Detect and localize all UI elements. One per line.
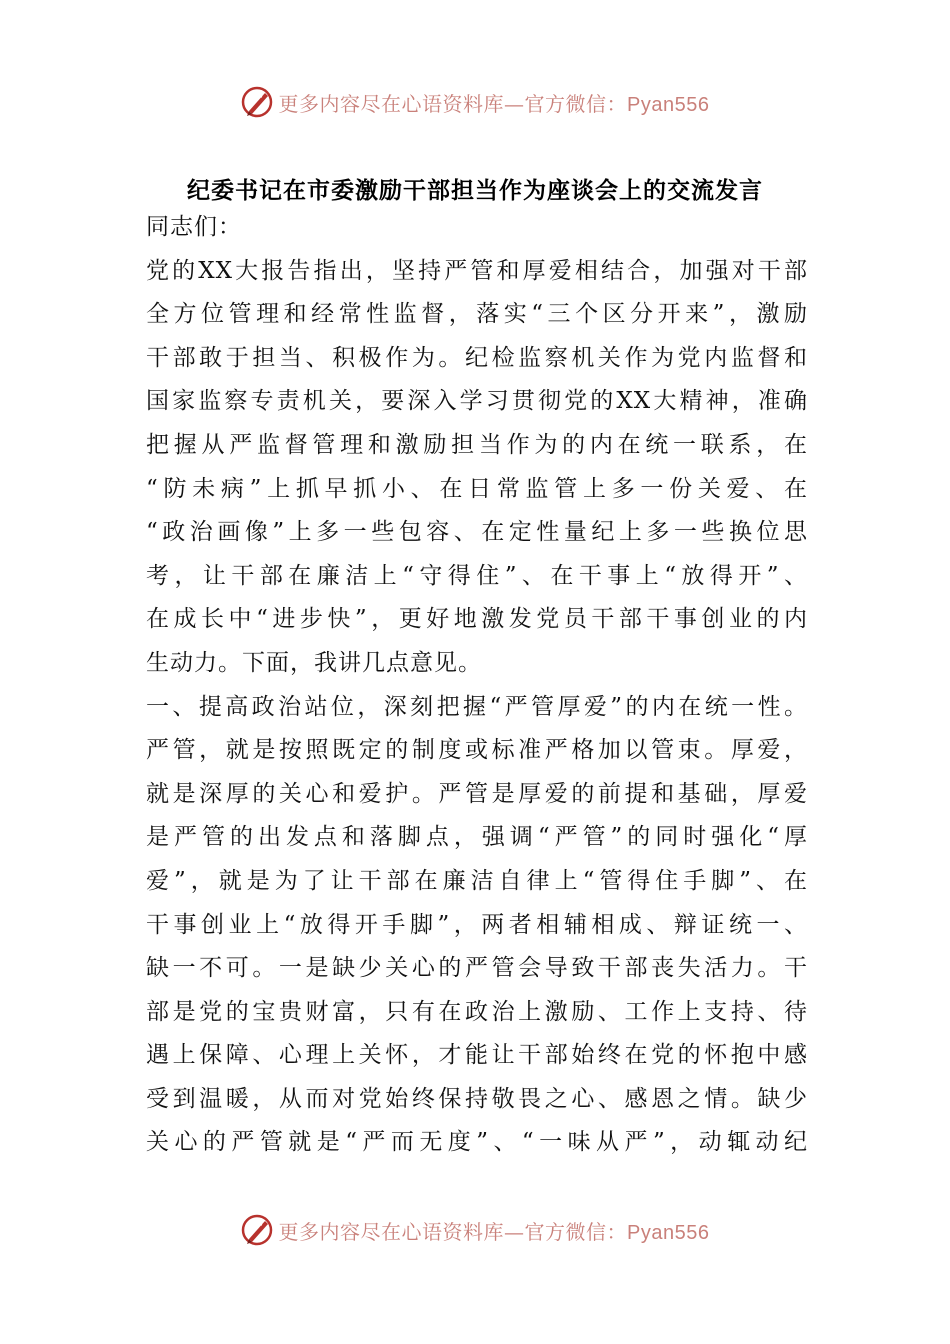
body-line: 爱”，就是为了让干部在廉洁自律上“管得住手脚”、在: [146, 867, 808, 894]
body-line: “防未病”上抓早抓小、在日常监管上多一份关爱、在: [146, 475, 808, 502]
body-line: 把握从严监督管理和激励担当作为的内在统一联系，在: [146, 431, 808, 458]
body-line: 干事创业上“放得开手脚”，两者相辅相成、辩证统一、: [146, 911, 808, 938]
document-title: 纪委书记在市委激励干部担当作为座谈会上的交流发言: [187, 178, 763, 204]
body-line: 受到温暖，从而对党始终保持敬畏之心、感恩之情。缺少: [146, 1085, 808, 1112]
body-line: 全方位管理和经常性监督，落实“三个区分开来”，激励: [146, 301, 808, 328]
pen-logo-icon: [241, 85, 275, 119]
body-line: 考，让干部在廉洁上“守得住”、在干事上“放得开”、: [146, 562, 808, 589]
body-line: 同志们：: [146, 214, 242, 240]
watermark-text: 更多内容尽在心语资料库—官方微信：Pyan556: [278, 91, 710, 116]
body-line: “政治画像”上多一些包容、在定性量纪上多一些换位思: [146, 519, 808, 546]
pen-logo-icon: [241, 1213, 275, 1247]
body-line: 党的XX大报告指出，坚持严管和厚爱相结合，加强对干部: [146, 257, 808, 284]
body-line: 干部敢于担当、积极作为。纪检监察机关作为党内监督和: [146, 344, 808, 371]
body-line: 严管，就是按照既定的制度或标准严格加以管束。厚爱，: [146, 737, 808, 764]
watermark-footer: [0, 1210, 950, 1250]
body-line: 一、提高政治站位，深刻把握“严管厚爱”的内在统一性。: [146, 693, 808, 720]
body-line: 生动力。下面，我讲几点意见。: [146, 649, 482, 676]
body-line: 遇上保障、心理上关怀，才能让干部始终在党的怀抱中感: [146, 1042, 808, 1069]
body-line: 部是党的宝贵财富，只有在政治上激励、工作上支持、待: [146, 998, 808, 1025]
watermark-header: [0, 82, 950, 122]
body-line: 缺一不可。一是缺少关心的严管会导致干部丧失活力。干: [146, 955, 808, 982]
document-body: [146, 206, 808, 1165]
body-line: 在成长中“进步快”，更好地激发党员干部干事创业的内: [146, 606, 808, 633]
body-line: 关心的严管就是“严而无度”、“一味从严”，动辄动纪: [146, 1129, 808, 1156]
body-line: 是严管的出发点和落脚点，强调“严管”的同时强化“厚: [146, 824, 808, 851]
body-line: 国家监察专责机关，要深入学习贯彻党的XX大精神，准确: [146, 388, 808, 415]
body-line: 就是深厚的关心和爱护。严管是厚爱的前提和基础，厚爱: [146, 780, 808, 807]
watermark-text: 更多内容尽在心语资料库—官方微信：Pyan556: [278, 1219, 710, 1244]
